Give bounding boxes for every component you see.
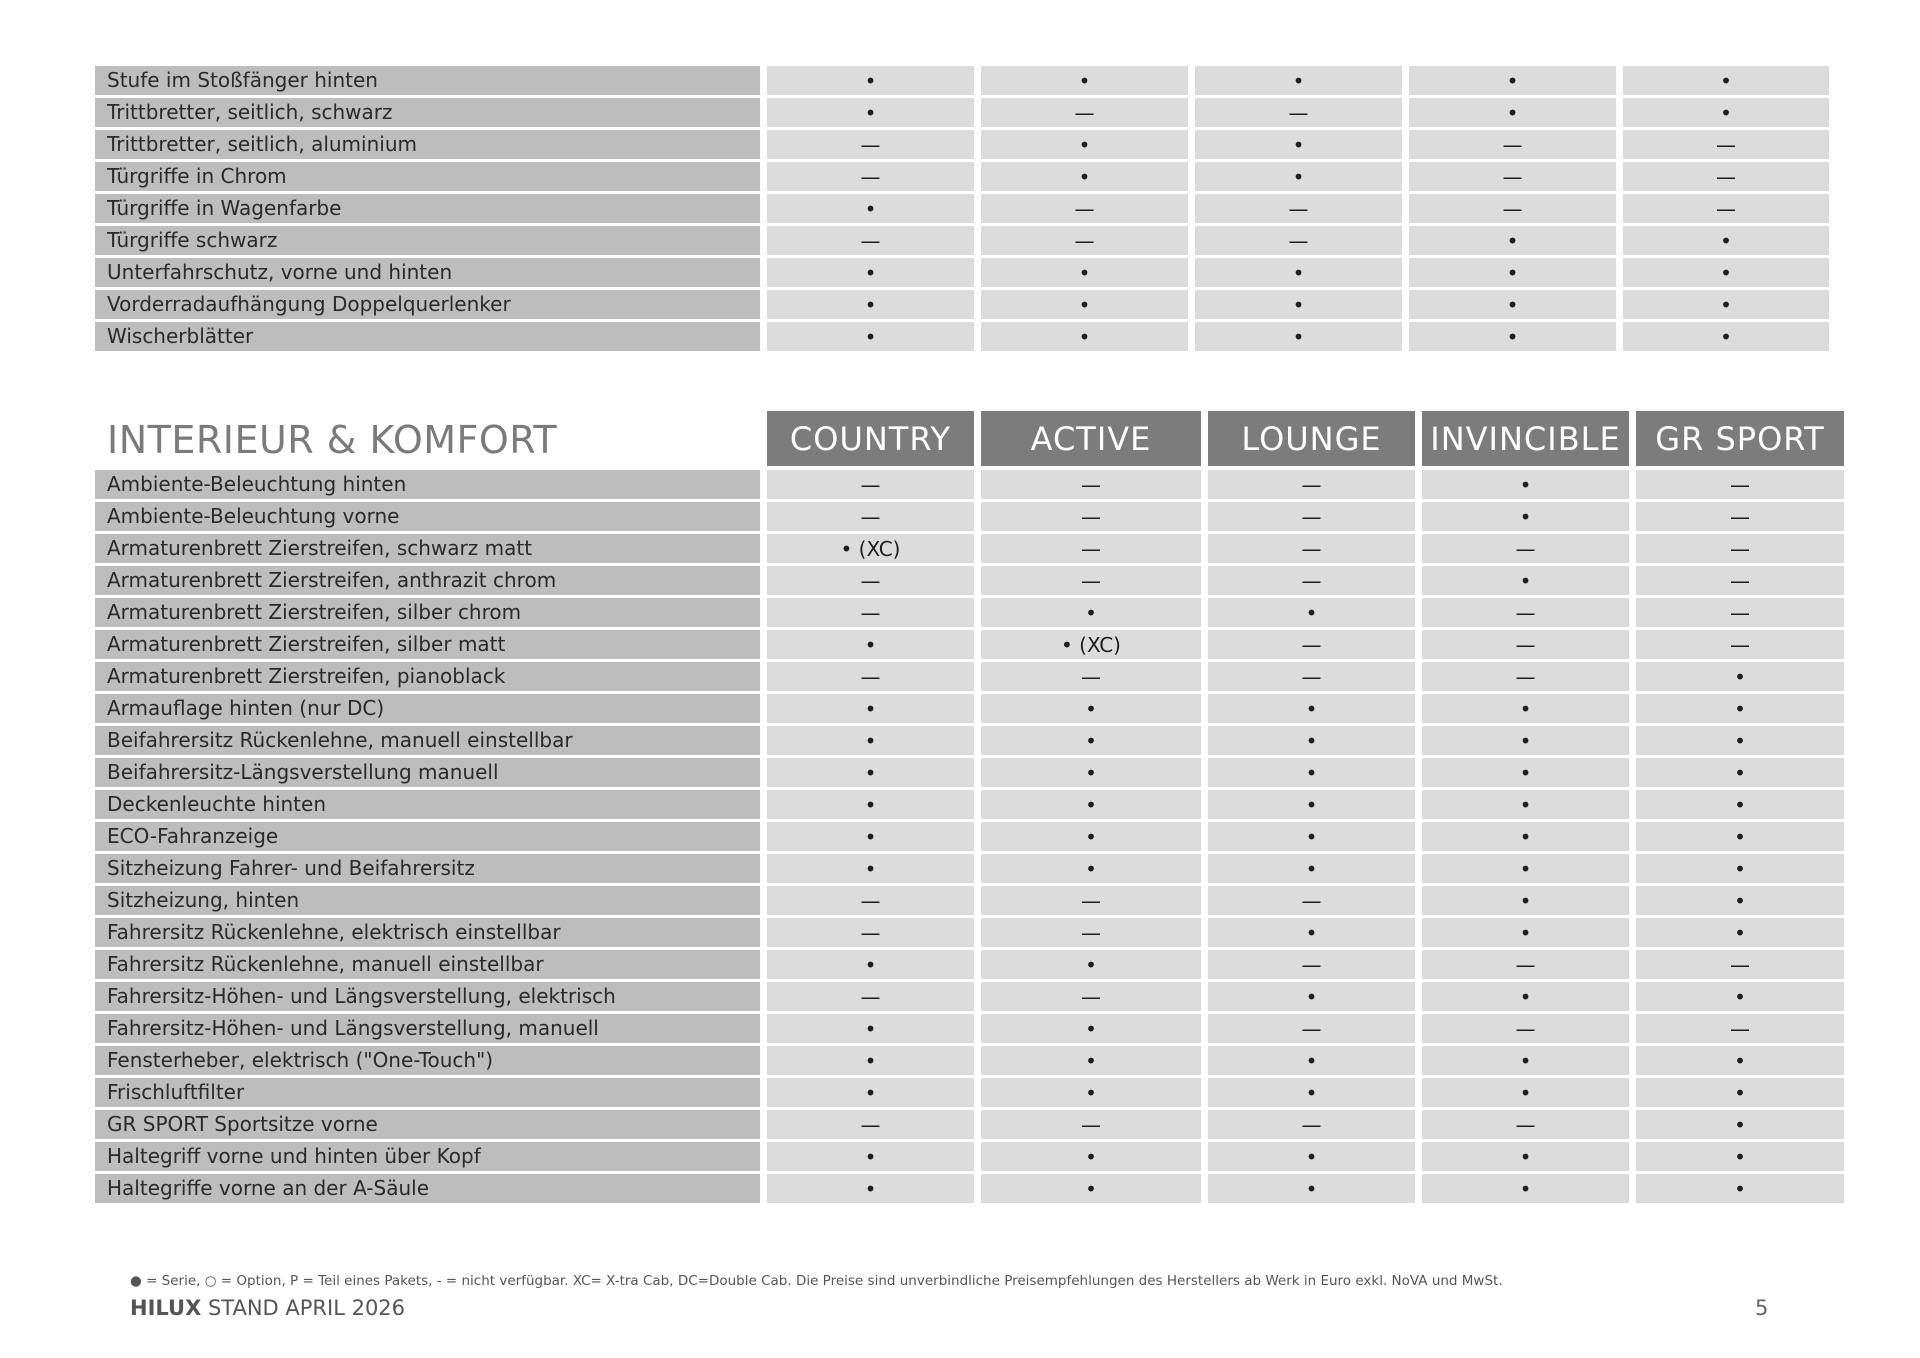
table-row <box>95 66 1829 95</box>
table-row <box>95 598 1844 627</box>
availability-cell: • <box>1409 258 1616 287</box>
table-row <box>95 470 1844 499</box>
column-header-active: ACTIVE <box>981 411 1201 466</box>
row-label: Haltegriffe vorne an der A-Säule <box>95 1174 760 1203</box>
availability-cell: • <box>767 1174 974 1203</box>
availability-cell: • <box>1422 1046 1629 1075</box>
availability-cell: — <box>1636 598 1844 627</box>
availability-cell: — <box>1208 470 1415 499</box>
availability-cell: • <box>1422 886 1629 915</box>
availability-cell: — <box>1409 162 1616 191</box>
availability-cell: • <box>767 1142 974 1171</box>
availability-cell: • <box>1409 226 1616 255</box>
availability-cell: • <box>1208 598 1415 627</box>
availability-cell: • <box>767 194 974 223</box>
availability-cell: • <box>981 1142 1201 1171</box>
availability-cell: • <box>1208 982 1415 1011</box>
availability-cell: • <box>767 726 974 755</box>
availability-cell: — <box>981 982 1201 1011</box>
availability-cell: • <box>1636 1046 1844 1075</box>
table-row <box>95 1110 1844 1139</box>
row-label: Fahrersitz-Höhen- und Längsverstellung, elektrisch <box>95 982 760 1011</box>
availability-cell: • <box>767 694 974 723</box>
column-header-gr-sport: GR SPORT <box>1636 411 1844 466</box>
column-header-lounge: LOUNGE <box>1208 411 1415 466</box>
availability-cell: — <box>767 1110 974 1139</box>
availability-cell: — <box>981 918 1201 947</box>
page-number: 5 <box>1755 1296 1769 1320</box>
availability-cell: • <box>767 1014 974 1043</box>
availability-cell: • <box>1623 98 1829 127</box>
table-row <box>95 566 1844 595</box>
availability-cell: • <box>981 1078 1201 1107</box>
availability-cell: • <box>1409 322 1616 351</box>
availability-cell: • <box>981 694 1201 723</box>
availability-cell: — <box>1422 1014 1629 1043</box>
availability-cell: — <box>767 598 974 627</box>
table-row <box>95 694 1844 723</box>
availability-cell: — <box>1636 566 1844 595</box>
availability-cell: — <box>1636 1014 1844 1043</box>
availability-cell: • <box>1422 790 1629 819</box>
availability-cell: — <box>1195 226 1402 255</box>
availability-cell: • <box>981 66 1188 95</box>
table-row <box>95 790 1844 819</box>
availability-cell: — <box>1636 630 1844 659</box>
availability-cell: • <box>1623 66 1829 95</box>
availability-cell: • <box>1636 1142 1844 1171</box>
availability-cell: — <box>1208 502 1415 531</box>
availability-cell: • <box>1195 130 1402 159</box>
availability-cell: • <box>981 322 1188 351</box>
availability-cell: • <box>981 162 1188 191</box>
availability-cell: • <box>1623 258 1829 287</box>
availability-cell: • <box>1208 1142 1415 1171</box>
availability-cell: — <box>981 886 1201 915</box>
availability-cell: — <box>981 534 1201 563</box>
availability-cell: • <box>1636 854 1844 883</box>
column-header-invincible: INVINCIBLE <box>1422 411 1629 466</box>
availability-cell: — <box>1195 98 1402 127</box>
row-label: Türgriffe schwarz <box>95 226 760 255</box>
availability-cell: — <box>1623 194 1829 223</box>
availability-cell: • <box>1409 98 1616 127</box>
row-label: Fensterheber, elektrisch ("One-Touch") <box>95 1046 760 1075</box>
equipment-table-interior <box>95 470 1844 1206</box>
availability-cell: • <box>767 258 974 287</box>
availability-cell: • <box>981 1014 1201 1043</box>
availability-cell: — <box>1208 662 1415 691</box>
availability-cell: • <box>1208 1078 1415 1107</box>
availability-cell: • <box>767 98 974 127</box>
availability-cell: • <box>1422 1142 1629 1171</box>
availability-cell: • <box>1636 662 1844 691</box>
availability-cell: • <box>981 1174 1201 1203</box>
availability-cell: • <box>767 790 974 819</box>
availability-cell: • <box>767 822 974 851</box>
availability-cell: • <box>767 290 974 319</box>
availability-cell: — <box>981 194 1188 223</box>
availability-cell: • <box>1422 502 1629 531</box>
availability-cell: — <box>767 226 974 255</box>
availability-cell: • <box>1195 290 1402 319</box>
row-label: Fahrersitz Rückenlehne, manuell einstellbar <box>95 950 760 979</box>
availability-cell: • <box>1422 822 1629 851</box>
footer-stand: STAND APRIL 2026 <box>207 1296 406 1320</box>
availability-cell: • <box>1195 322 1402 351</box>
availability-cell: — <box>767 566 974 595</box>
availability-cell: • <box>981 1046 1201 1075</box>
row-label: Vorderradaufhängung Doppelquerlenker <box>95 290 760 319</box>
row-label: Unterfahrschutz, vorne und hinten <box>95 258 760 287</box>
row-label: Beifahrersitz Rückenlehne, manuell einstellbar <box>95 726 760 755</box>
table-row <box>95 194 1829 223</box>
availability-cell: • <box>981 598 1201 627</box>
availability-cell: — <box>1422 662 1629 691</box>
availability-cell: • <box>981 758 1201 787</box>
row-label: Sitzheizung, hinten <box>95 886 760 915</box>
section-title: INTERIEUR & KOMFORT <box>107 418 558 462</box>
availability-cell: — <box>1208 534 1415 563</box>
availability-cell: • <box>1422 1174 1629 1203</box>
availability-cell: — <box>1409 194 1616 223</box>
availability-cell: • <box>1636 790 1844 819</box>
table-row <box>95 258 1829 287</box>
footer-brand: HILUX <box>130 1296 202 1320</box>
availability-cell: — <box>981 98 1188 127</box>
availability-cell: — <box>1422 1110 1629 1139</box>
table-row <box>95 98 1829 127</box>
row-label: Fahrersitz-Höhen- und Längsverstellung, manuell <box>95 1014 760 1043</box>
row-label: Armaturenbrett Zierstreifen, schwarz matt <box>95 534 760 563</box>
availability-cell: • <box>1636 1078 1844 1107</box>
availability-cell: • <box>1208 822 1415 851</box>
table-row <box>95 822 1844 851</box>
availability-cell: • <box>1636 1174 1844 1203</box>
row-label: Sitzheizung Fahrer- und Beifahrersitz <box>95 854 760 883</box>
availability-cell: • <box>1422 470 1629 499</box>
availability-cell: • <box>1636 982 1844 1011</box>
availability-cell: — <box>1208 886 1415 915</box>
row-label: Armaturenbrett Zierstreifen, silber matt <box>95 630 760 659</box>
availability-cell: • <box>1409 290 1616 319</box>
table-row <box>95 886 1844 915</box>
row-label: Beifahrersitz-Längsverstellung manuell <box>95 758 760 787</box>
legend-footnote: ● = Serie, ○ = Option, P = Teil eines Pakets, - = nicht verfügbar. XC= X-tra Cab, DC=Double Cab. Die Preise sind unverbindliche Preisempfehlungen des Herstellers ab Werk in Euro exkl. NoVA und MwSt. <box>130 1273 1503 1289</box>
availability-cell: • <box>1208 726 1415 755</box>
availability-cell: • <box>1208 1046 1415 1075</box>
availability-cell: • <box>767 322 974 351</box>
row-label: Deckenleuchte hinten <box>95 790 760 819</box>
table-row <box>95 758 1844 787</box>
row-label: Armaturenbrett Zierstreifen, pianoblack <box>95 662 760 691</box>
table-row <box>95 918 1844 947</box>
availability-cell: • <box>1636 726 1844 755</box>
availability-cell: • <box>1636 1110 1844 1139</box>
table-row <box>95 662 1844 691</box>
table-row <box>95 1078 1844 1107</box>
row-label: Haltegriff vorne und hinten über Kopf <box>95 1142 760 1171</box>
table-row <box>95 502 1844 531</box>
availability-cell: — <box>1208 950 1415 979</box>
availability-cell: — <box>767 162 974 191</box>
row-label: Ambiente-Beleuchtung vorne <box>95 502 760 531</box>
table-row <box>95 322 1829 351</box>
availability-cell: • <box>767 854 974 883</box>
availability-cell: • <box>1195 258 1402 287</box>
availability-cell: • <box>767 630 974 659</box>
table-row <box>95 1014 1844 1043</box>
availability-cell: — <box>1623 130 1829 159</box>
row-label: Trittbretter, seitlich, aluminium <box>95 130 760 159</box>
availability-cell: • <box>1636 822 1844 851</box>
table-row <box>95 1142 1844 1171</box>
availability-cell: — <box>1422 598 1629 627</box>
row-label: ECO-Fahranzeige <box>95 822 760 851</box>
availability-cell: — <box>1409 130 1616 159</box>
row-label: Trittbretter, seitlich, schwarz <box>95 98 760 127</box>
row-label: Türgriffe in Wagenfarbe <box>95 194 760 223</box>
table-row <box>95 534 1844 563</box>
availability-cell: — <box>1422 630 1629 659</box>
availability-cell: • <box>1636 886 1844 915</box>
availability-cell: — <box>1208 566 1415 595</box>
availability-cell: — <box>1636 502 1844 531</box>
availability-cell: — <box>767 502 974 531</box>
row-label: Fahrersitz Rückenlehne, elektrisch einstellbar <box>95 918 760 947</box>
table-row <box>95 162 1829 191</box>
availability-cell: — <box>1636 950 1844 979</box>
availability-cell: — <box>981 470 1201 499</box>
equipment-table-exterior <box>95 66 1829 354</box>
availability-cell: • <box>767 66 974 95</box>
availability-cell: • <box>1422 1078 1629 1107</box>
table-row <box>95 854 1844 883</box>
availability-cell: • <box>767 1078 974 1107</box>
availability-cell: • <box>1208 694 1415 723</box>
table-row <box>95 130 1829 159</box>
row-label: Ambiente-Beleuchtung hinten <box>95 470 760 499</box>
availability-cell: • <box>1422 854 1629 883</box>
availability-cell: • <box>981 290 1188 319</box>
table-row <box>95 982 1844 1011</box>
availability-cell: • <box>1208 758 1415 787</box>
availability-cell: — <box>767 662 974 691</box>
availability-cell: — <box>767 130 974 159</box>
availability-cell: • <box>981 822 1201 851</box>
availability-cell: — <box>1636 534 1844 563</box>
availability-cell: — <box>1422 950 1629 979</box>
availability-cell: • <box>1422 726 1629 755</box>
row-label: Wischerblätter <box>95 322 760 351</box>
table-row <box>95 726 1844 755</box>
row-label: Stufe im Stoßfänger hinten <box>95 66 760 95</box>
availability-cell: • <box>1195 162 1402 191</box>
availability-cell: • <box>1409 66 1616 95</box>
model-column-headers <box>767 411 1844 466</box>
availability-cell: • <box>1422 694 1629 723</box>
row-label: Frischluftfilter <box>95 1078 760 1107</box>
availability-cell: — <box>767 470 974 499</box>
availability-cell: • <box>981 854 1201 883</box>
availability-cell: — <box>981 566 1201 595</box>
row-label: Armaturenbrett Zierstreifen, silber chrom <box>95 598 760 627</box>
table-row <box>95 1174 1844 1203</box>
row-label: Armauflage hinten (nur DC) <box>95 694 760 723</box>
availability-cell: • <box>1195 66 1402 95</box>
availability-cell: • <box>981 130 1188 159</box>
availability-cell: — <box>1422 534 1629 563</box>
availability-cell: — <box>1208 1110 1415 1139</box>
availability-cell: • <box>1208 854 1415 883</box>
availability-cell: — <box>1195 194 1402 223</box>
availability-cell: • (XC) <box>767 534 974 563</box>
availability-cell: • <box>1208 918 1415 947</box>
availability-cell: — <box>1636 470 1844 499</box>
row-label: Armaturenbrett Zierstreifen, anthrazit chrom <box>95 566 760 595</box>
availability-cell: — <box>981 662 1201 691</box>
availability-cell: • <box>1636 918 1844 947</box>
row-label: GR SPORT Sportsitze vorne <box>95 1110 760 1139</box>
availability-cell: — <box>767 918 974 947</box>
availability-cell: • <box>1422 918 1629 947</box>
column-header-country: COUNTRY <box>767 411 974 466</box>
availability-cell: • <box>981 950 1201 979</box>
availability-cell: • <box>767 1046 974 1075</box>
table-row <box>95 290 1829 319</box>
availability-cell: — <box>981 226 1188 255</box>
footer <box>130 1296 405 1320</box>
availability-cell: • <box>981 726 1201 755</box>
table-row <box>95 630 1844 659</box>
availability-cell: • <box>1623 290 1829 319</box>
availability-cell: • <box>1636 758 1844 787</box>
table-row <box>95 1046 1844 1075</box>
availability-cell: — <box>1208 1014 1415 1043</box>
availability-cell: — <box>981 502 1201 531</box>
availability-cell: • <box>981 258 1188 287</box>
table-row <box>95 226 1829 255</box>
availability-cell: — <box>767 886 974 915</box>
availability-cell: • <box>1422 758 1629 787</box>
table-row <box>95 950 1844 979</box>
availability-cell: — <box>767 982 974 1011</box>
availability-cell: • <box>1636 694 1844 723</box>
availability-cell: • (XC) <box>981 630 1201 659</box>
availability-cell: — <box>1623 162 1829 191</box>
availability-cell: • <box>1208 790 1415 819</box>
availability-cell: — <box>1208 630 1415 659</box>
availability-cell: • <box>1623 226 1829 255</box>
availability-cell: • <box>767 758 974 787</box>
availability-cell: • <box>1422 982 1629 1011</box>
availability-cell: • <box>1623 322 1829 351</box>
availability-cell: • <box>1422 566 1629 595</box>
availability-cell: • <box>981 790 1201 819</box>
row-label: Türgriffe in Chrom <box>95 162 760 191</box>
availability-cell: • <box>1208 1174 1415 1203</box>
availability-cell: — <box>981 1110 1201 1139</box>
availability-cell: • <box>767 950 974 979</box>
